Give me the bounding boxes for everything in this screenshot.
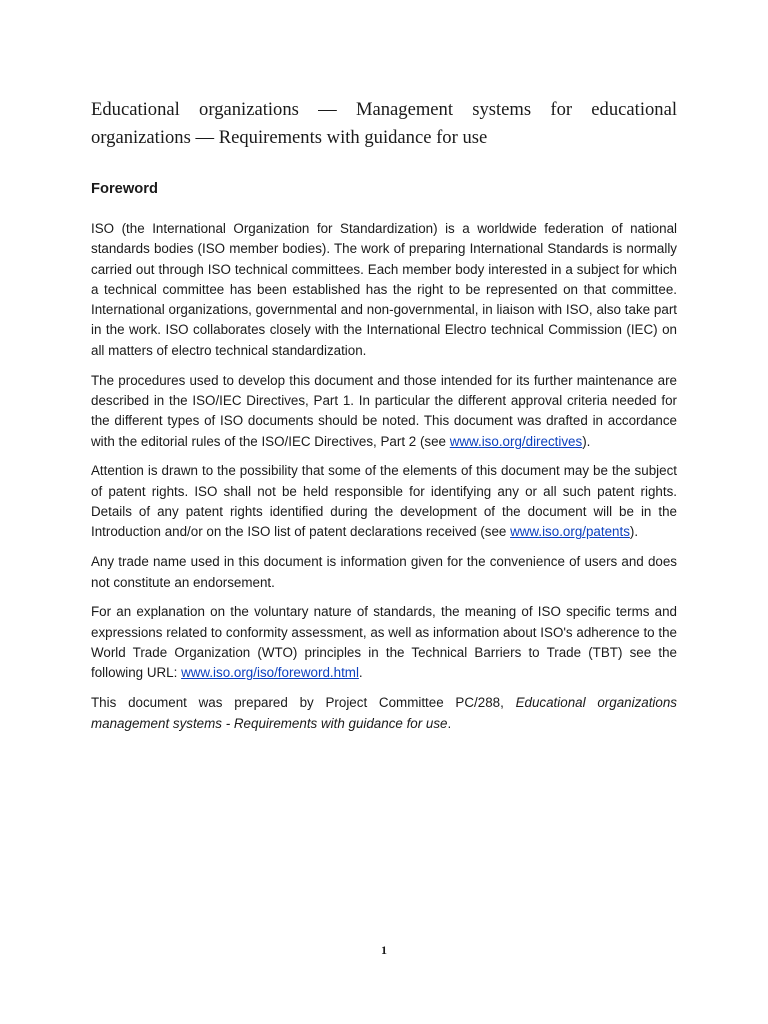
paragraph-iso-intro: ISO (the International Organization for Standardization) is a worldwide federation of national standards bodies (ISO member bodies). The work of preparing International Standards is normally carried out through ISO technical committees. Each member body interested in a subject for which a technical committee has been established has the right to be represented on that committee. International organizations, governmental and non-governmental, in liaison with ISO, also take part in the work. ISO collaborates closely with the International Electro technical Commission (IEC) on all matters of electro technical standardization. [91, 221, 677, 358]
paragraph-patents-text: Attention is drawn to the possibility that some of the elements of this document may be the subject of patent rights. ISO shall not be held responsible for identifying any or all such patent rights. Details of any patent rights identified during the development of the document will be in the Introduction and/or on the ISO list of patent declarations received (see [91, 463, 677, 540]
document-title: Educational organizations — Management systems for educational organizations — Requirements with guidance for use [91, 99, 677, 148]
paragraph-prepared-by [91, 693, 677, 734]
committee-title-italic: Educational organizations management systems - Requirements with guidance for use [91, 695, 677, 731]
patents-link[interactable]: www.iso.org/patents [510, 524, 630, 540]
paragraph-voluntary-end: . [358, 665, 363, 681]
paragraph-procedures-end: ). [582, 433, 591, 449]
paragraph-trade-name: Any trade name used in this document is information given for the convenience of users and does not constitute an endorsement. [91, 554, 677, 590]
paragraph-voluntary-nature [91, 602, 677, 683]
directives-link[interactable]: www.iso.org/directives [449, 433, 583, 449]
foreword-link[interactable]: www.iso.org/iso/foreword.html [181, 665, 359, 681]
paragraph-prepared-text: This document was prepared by Project Committee PC/288, [91, 695, 516, 711]
paragraph-patents [91, 461, 677, 542]
page-number: 1 [381, 943, 387, 957]
paragraph-prepared-end: . [447, 715, 452, 731]
document-page [91, 96, 677, 734]
paragraph-patents-end: ). [629, 524, 639, 540]
paragraph-procedures-text: The procedures used to develop this document and those intended for its further maintenance are described in the ISO/IEC Directives, Part 1. In particular the different approval criteria needed for the different types of ISO documents should be noted. This document was drafted in accordance with the editorial rules of the ISO/IEC Directives, Part 2 (see [91, 372, 677, 449]
paragraph-voluntary-text: For an explanation on the voluntary nature of standards, the meaning of ISO specific terms and expressions related to conformity assessment, as well as information about ISO's adherence to the World Trade Organization (WTO) principles in the Technical Barriers to Trade (TBT) see the following URL: [91, 604, 677, 681]
paragraph-procedures [91, 371, 677, 452]
foreword-heading: Foreword [91, 181, 158, 197]
